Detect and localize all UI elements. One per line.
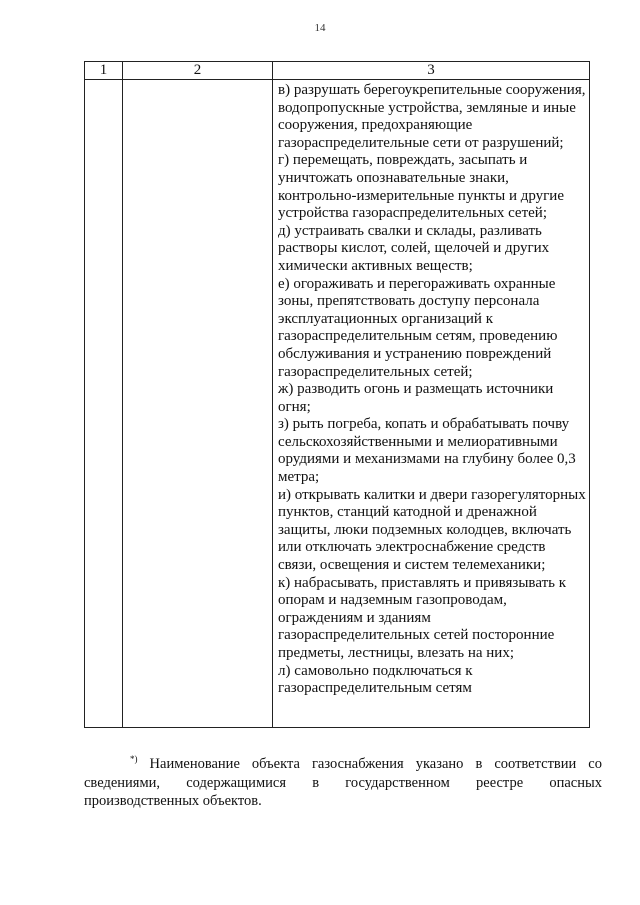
page-number: 14 [314, 22, 326, 34]
footnote-marker: *) [130, 754, 138, 764]
cell-column-3 [273, 80, 590, 728]
list-item: г) перемещать, повреждать, засыпать и уничтожать опознавательные знаки, контрольно-измерительные пункты и другие устройства газораспределительных сетей; [278, 152, 564, 222]
cell-column-1 [85, 80, 123, 728]
restrictions-table [84, 61, 590, 728]
list-item: к) набрасывать, приставлять и привязывать к опорам и надземным газопроводам, ограждениям и зданиям газораспределительных сетей посторонние предметы, лестницы, влезать на них; [278, 574, 567, 661]
list-item: в) разрушать берегоукрепительные сооружения, водопропускные устройства, земляные и иные сооружения, предохраняющие газораспределительные сети от разрушений; [278, 82, 586, 151]
table-row [85, 80, 590, 728]
column-header-2: 2 [123, 62, 273, 80]
list-item: ж) разводить огонь и размещать источники огня; [278, 381, 554, 415]
list-item: д) устраивать свалки и склады, разливать растворы кислот, солей, щелочей и других химически активных веществ; [278, 222, 550, 274]
column-header-1: 1 [85, 62, 123, 80]
list-item: л) самовольно подключаться к газораспределительным сетям [278, 662, 473, 697]
list-item: е) огораживать и перегораживать охранные зоны, препятствовать доступу персонала эксплуатационных организаций к газораспределительным сетям, проведению обслуживания и устранению повреждений газораспределительных сетей; [278, 275, 558, 380]
column-header-3: 3 [273, 62, 590, 80]
list-item: и) открывать калитки и двери газорегуляторных пунктов, станций катодной и дренажной защиты, люки подземных колодцев, включать или отключать электроснабжение средств связи, освещения и систем телемеханики; [278, 486, 586, 574]
footnote-text: Наименование объекта газоснабжения указано в соответствии со сведениями, содержащимися в государственном реестре опасных производственных объектов. [84, 756, 602, 809]
cell-column-2 [123, 80, 273, 728]
footnote [84, 750, 602, 811]
list-item: з) рыть погреба, копать и обрабатывать почву сельскохозяйственными и мелиоративными орудиями и механизмами на глубину более 0,3 метра; [278, 416, 576, 486]
table-header-row [85, 62, 590, 80]
